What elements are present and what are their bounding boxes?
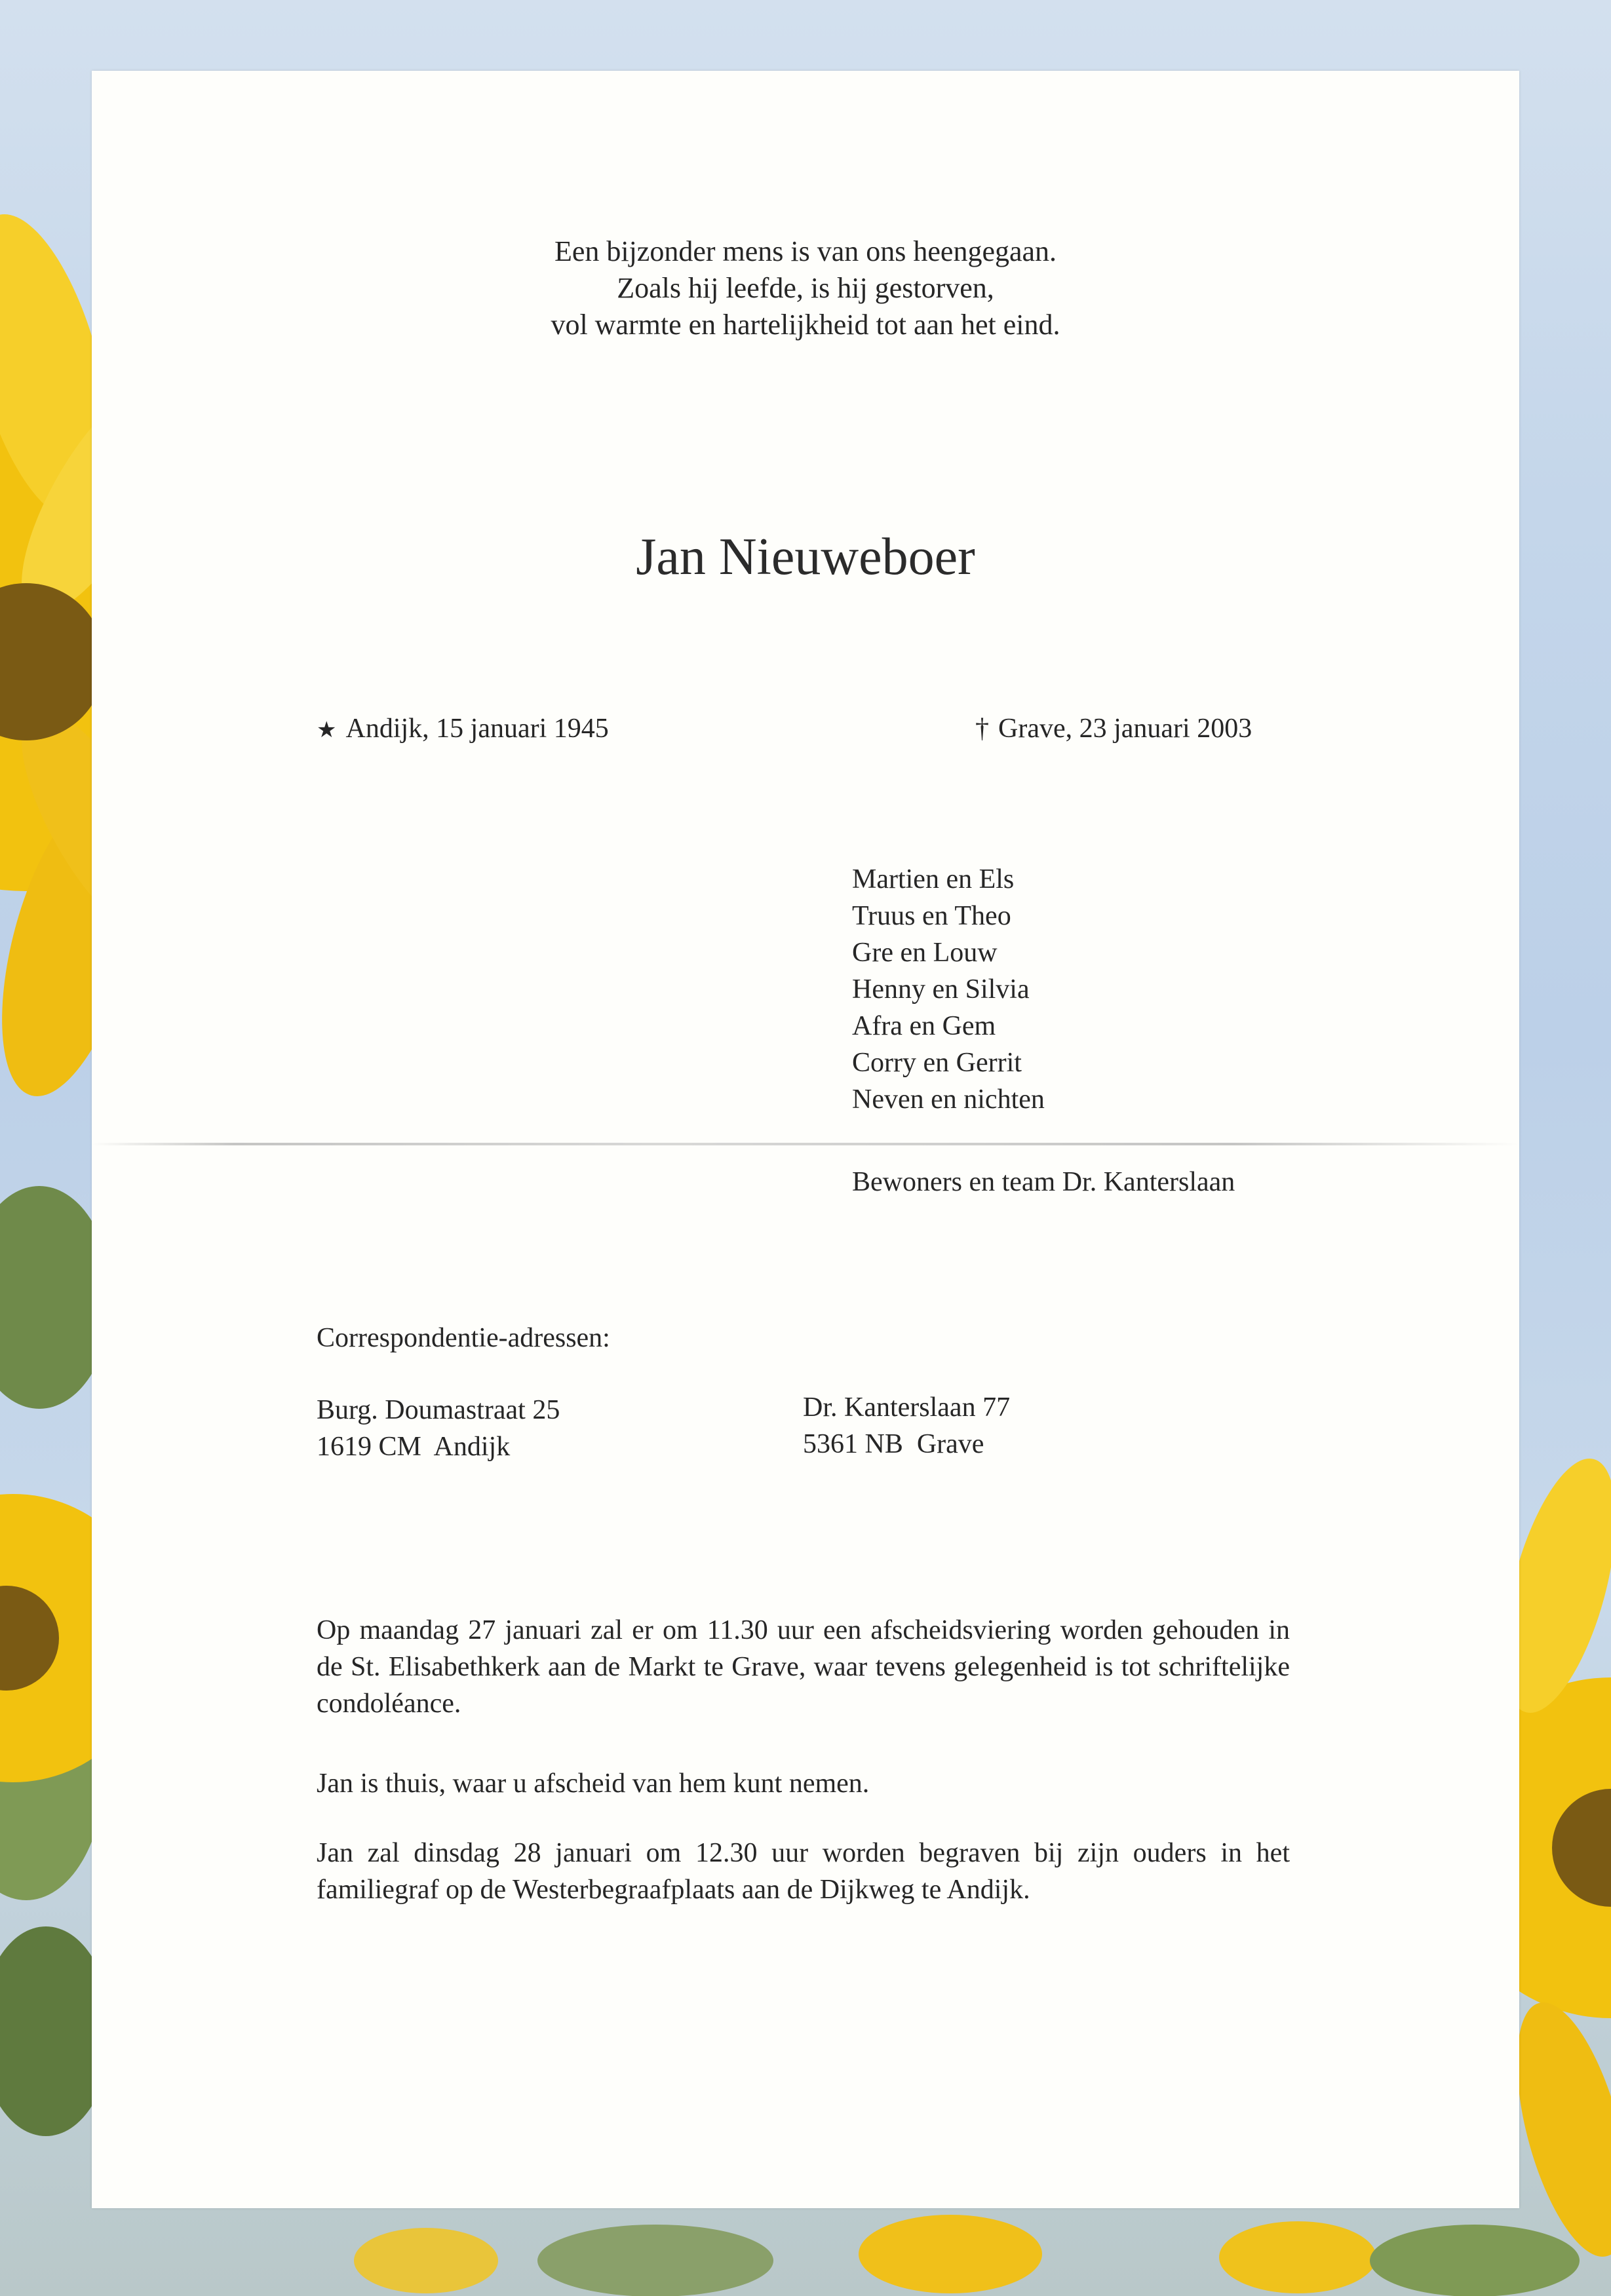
family-member: Gre en Louw — [852, 938, 998, 968]
birth-text: Andijk, 15 januari 1945 — [345, 714, 609, 744]
sunflower-icon — [354, 2215, 1376, 2293]
farewell-paragraph: Jan is thuis, waar u afscheid van hem kunt nemen. — [317, 1769, 870, 1799]
death-date — [975, 713, 1252, 744]
paper-fold-line — [92, 1143, 1519, 1145]
address2-street: Dr. Kanterslaan 77 — [803, 1392, 1011, 1423]
motto-line-3: vol warmte en hartelijkheid tot aan het eind. — [551, 309, 1060, 341]
burial-paragraph: Jan zal dinsdag 28 januari om 12.30 uur worden begraven bij zijn ouders in het familiegraf op de Westerbegraafplaats aan de Dijkweg te Andijk. — [317, 1838, 1290, 1905]
family-member: Corry en Gerrit — [852, 1048, 1022, 1078]
family-member: Henny en Silvia — [852, 974, 1030, 1004]
motto-line-1: Een bijzonder mens is van ons heengegaan. — [554, 235, 1057, 267]
star-icon: ★ — [317, 718, 337, 742]
cross-icon: † — [975, 714, 989, 744]
family-member: Martien en Els — [852, 864, 1015, 894]
family-member: Afra en Gem — [852, 1011, 996, 1041]
address2-city: 5361 NB Grave — [803, 1429, 984, 1459]
address1-city: 1619 CM Andijk — [317, 1432, 511, 1462]
leaf-icon — [537, 2225, 1580, 2296]
birth-date — [317, 713, 609, 744]
family-member: Neven en nichten — [852, 1084, 1045, 1115]
death-text: Grave, 23 januari 2003 — [998, 714, 1252, 744]
residents-line: Bewoners en team Dr. Kanterslaan — [852, 1167, 1235, 1197]
family-member: Truus en Theo — [852, 901, 1011, 931]
deceased-name: Jan Nieuweboer — [636, 528, 975, 586]
motto-line-2: Zoals hij leefde, is hij gestorven, — [617, 272, 994, 304]
ceremony-paragraph: Op maandag 27 januari zal er om 11.30 uur een afscheidsviering worden gehouden in de St. Elisabethkerk aan de Markt te Grave, waar tevens gelegenheid is tot schriftelijke condoléance. — [317, 1615, 1290, 1719]
correspondence-heading: Correspondentie-adressen: — [317, 1323, 610, 1353]
address1-street: Burg. Doumastraat 25 — [317, 1395, 560, 1425]
